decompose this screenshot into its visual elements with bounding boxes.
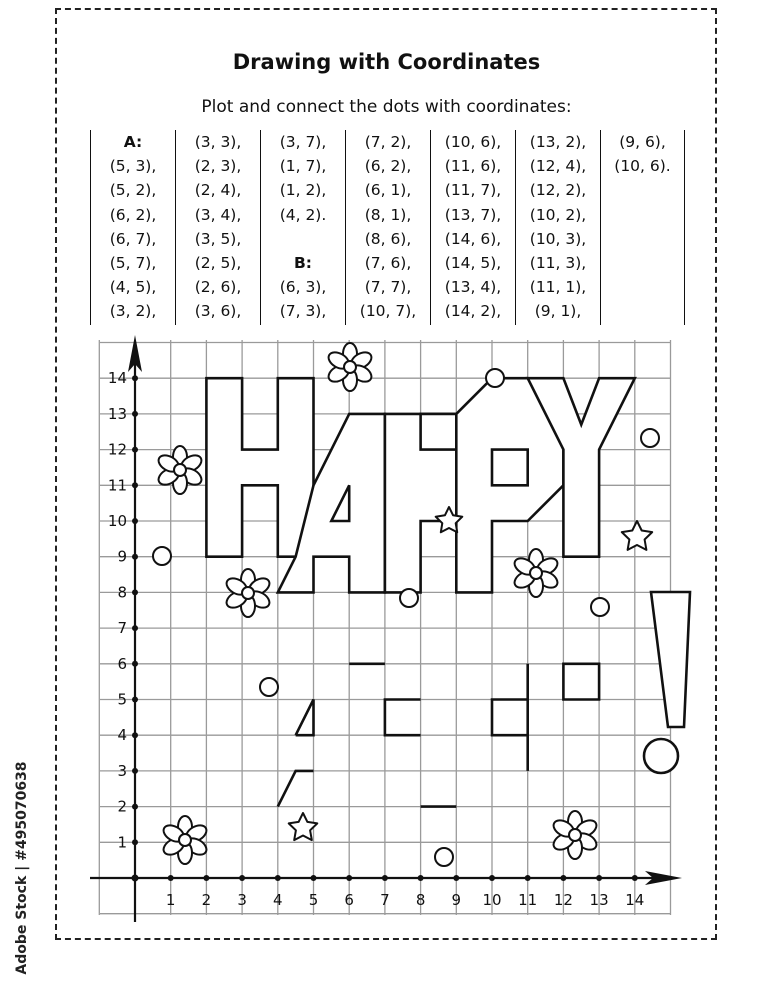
y-tick-dot xyxy=(132,411,138,417)
worksheet-instructions: Plot and connect the dots with coordinates: xyxy=(201,97,572,117)
x-tick-label: 12 xyxy=(553,891,573,909)
watermark: Adobe Stock | #495070638 xyxy=(14,761,30,975)
coordinate-item: (3, 3), xyxy=(194,133,242,151)
decorative-circle xyxy=(591,598,609,616)
coordinate-item: (2, 3), xyxy=(194,157,242,176)
coordinate-item: (8, 6), xyxy=(364,229,412,248)
x-tick-label: 7 xyxy=(380,891,390,909)
x-tick-label: 3 xyxy=(237,891,247,909)
y-tick-dot xyxy=(132,589,138,595)
coordinate-item: (2, 5), xyxy=(194,254,242,273)
y-tick-dot xyxy=(132,839,138,845)
coordinate-item: (12, 4), xyxy=(529,157,587,176)
coordinate-item: (11, 7), xyxy=(444,181,502,200)
coordinate-item: (14, 2), xyxy=(444,302,502,321)
segment xyxy=(492,700,528,736)
x-tick-label: 6 xyxy=(344,891,354,909)
coordinate-item: (7, 3), xyxy=(279,302,327,321)
coordinate-item: (9, 6), xyxy=(619,133,666,151)
coordinate-item: (3, 5), xyxy=(194,229,242,248)
decorative-circle xyxy=(153,547,171,565)
y-tick-label: 1 xyxy=(117,833,127,852)
flower-icon xyxy=(161,816,210,864)
y-tick-label: 8 xyxy=(117,583,127,602)
x-tick-dot xyxy=(239,875,245,881)
y-tick-label: 7 xyxy=(117,619,127,638)
x-tick-dot xyxy=(418,875,424,881)
coordinate-item: (14, 6), xyxy=(444,229,502,248)
x-tick-dot xyxy=(311,875,317,881)
coordinate-item: (1, 7), xyxy=(279,157,327,176)
coordinate-item: (10, 3), xyxy=(529,229,587,248)
x-tick-label: 14 xyxy=(625,891,645,909)
coordinate-item: (14, 5), xyxy=(444,254,502,273)
x-tick-dot xyxy=(275,875,281,881)
coordinate-item: (10, 6), xyxy=(444,133,502,151)
coordinate-item: (12, 2), xyxy=(529,181,587,200)
y-tick-dot xyxy=(132,661,138,667)
coordinate-item: (6, 1), xyxy=(364,181,412,200)
x-tick-dot xyxy=(596,875,602,881)
y-tick-dot xyxy=(132,697,138,703)
coordinate-item: (6, 3), xyxy=(279,278,327,297)
y-tick-dot xyxy=(132,482,138,488)
y-tick-label: 12 xyxy=(107,440,127,459)
y-tick-label: 14 xyxy=(107,369,127,388)
y-tick-dot xyxy=(132,375,138,381)
y-tick-label: 5 xyxy=(117,690,127,709)
coordinate-item: (5, 2), xyxy=(109,181,157,200)
letter-h xyxy=(206,378,313,557)
coordinate-item: (13, 2), xyxy=(529,133,587,151)
x-tick-label: 8 xyxy=(415,891,426,909)
coordinate-item: (10, 7), xyxy=(359,302,417,321)
x-tick-dot xyxy=(525,875,531,881)
y-tick-label: 4 xyxy=(117,726,127,745)
y-tick-dot xyxy=(132,732,138,738)
figure-label: A: xyxy=(123,133,143,151)
segment xyxy=(385,700,421,736)
figure-label: B: xyxy=(293,254,312,272)
coordinate-item: (5, 3), xyxy=(109,157,157,176)
y-tick-label: 6 xyxy=(117,654,127,673)
y-tick-dot xyxy=(132,625,138,631)
x-tick-dot xyxy=(203,875,209,881)
coordinate-item: (11, 1), xyxy=(529,278,587,297)
x-tick-dot xyxy=(489,875,495,881)
x-tick-label: 13 xyxy=(589,891,609,909)
exclamation-dot xyxy=(644,739,678,773)
coordinate-item: (10, 6). xyxy=(614,157,671,176)
x-tick-dot xyxy=(168,875,174,881)
y-tick-dot xyxy=(132,518,138,524)
coordinate-item: (7, 6), xyxy=(364,254,412,273)
coordinate-item: (10, 2), xyxy=(529,205,587,224)
coordinate-item: (7, 2), xyxy=(364,133,412,151)
coordinate-item: (2, 4), xyxy=(194,181,242,200)
coordinate-item: (8, 1), xyxy=(364,205,412,224)
decorative-circle xyxy=(400,589,418,607)
x-tick-label: 2 xyxy=(201,891,212,909)
x-tick-label: 9 xyxy=(451,891,462,909)
segment-square xyxy=(563,664,599,700)
coordinate-item: (2, 6), xyxy=(194,278,242,297)
x-tick-label: 4 xyxy=(273,891,283,909)
coordinate-item: (11, 3), xyxy=(529,254,587,273)
coordinate-item: (11, 6), xyxy=(444,157,502,176)
decorative-circle xyxy=(641,429,659,447)
origin-dot xyxy=(132,875,139,882)
y-tick-label: 3 xyxy=(117,761,127,780)
x-tick-label: 10 xyxy=(482,891,502,909)
segment xyxy=(296,700,314,736)
x-tick-dot xyxy=(453,875,459,881)
coordinate-item: (6, 7), xyxy=(109,229,157,248)
x-tick-dot xyxy=(346,875,352,881)
x-tick-dot xyxy=(560,875,566,881)
segment xyxy=(278,771,314,807)
x-tick-label: 5 xyxy=(308,891,319,909)
decorative-circle xyxy=(435,848,453,866)
x-tick-label: 11 xyxy=(518,891,538,909)
y-tick-dot xyxy=(132,554,138,560)
coordinate-item: (9, 1), xyxy=(534,302,582,321)
x-tick-label: 1 xyxy=(165,891,176,909)
coordinate-item: (13, 7), xyxy=(444,205,502,224)
coordinate-item: (1, 2), xyxy=(279,181,327,200)
letter-p2-hole xyxy=(492,450,528,486)
y-tick-dot xyxy=(132,447,138,453)
y-tick-dot xyxy=(132,804,138,810)
coordinate-item: (3, 2), xyxy=(109,302,157,321)
flower-icon xyxy=(156,446,205,494)
coordinate-item: (5, 7), xyxy=(109,254,157,273)
y-tick-dot xyxy=(132,768,138,774)
exclamation-mark xyxy=(651,592,690,727)
y-tick-label: 13 xyxy=(107,404,127,423)
star-icon xyxy=(622,521,652,550)
y-tick-label: 10 xyxy=(107,512,127,530)
y-tick-label: 9 xyxy=(117,547,127,566)
letter-p1-hole xyxy=(421,414,457,450)
coordinate-item: (3, 4), xyxy=(194,205,242,224)
x-tick-dot xyxy=(382,875,388,881)
decorative-circle xyxy=(486,369,504,387)
x-tick-dot xyxy=(632,875,638,881)
flower-icon xyxy=(551,811,600,859)
y-tick-label: 11 xyxy=(107,476,127,495)
flower-icon xyxy=(326,343,375,391)
coordinate-item: (4, 5), xyxy=(109,278,157,297)
coordinate-item: (7, 7), xyxy=(364,278,412,297)
coordinate-item: (6, 2), xyxy=(364,157,412,176)
worksheet-title: Drawing with Coordinates xyxy=(232,50,541,74)
coordinate-item: (4, 2). xyxy=(279,205,327,224)
coordinate-item: (3, 7), xyxy=(279,133,327,151)
decorative-circle xyxy=(260,678,278,696)
coordinate-item: (13, 4), xyxy=(444,278,502,297)
y-tick-label: 2 xyxy=(117,797,127,816)
coordinate-item: (3, 6), xyxy=(194,302,242,321)
coordinate-item: (6, 2), xyxy=(109,205,157,224)
